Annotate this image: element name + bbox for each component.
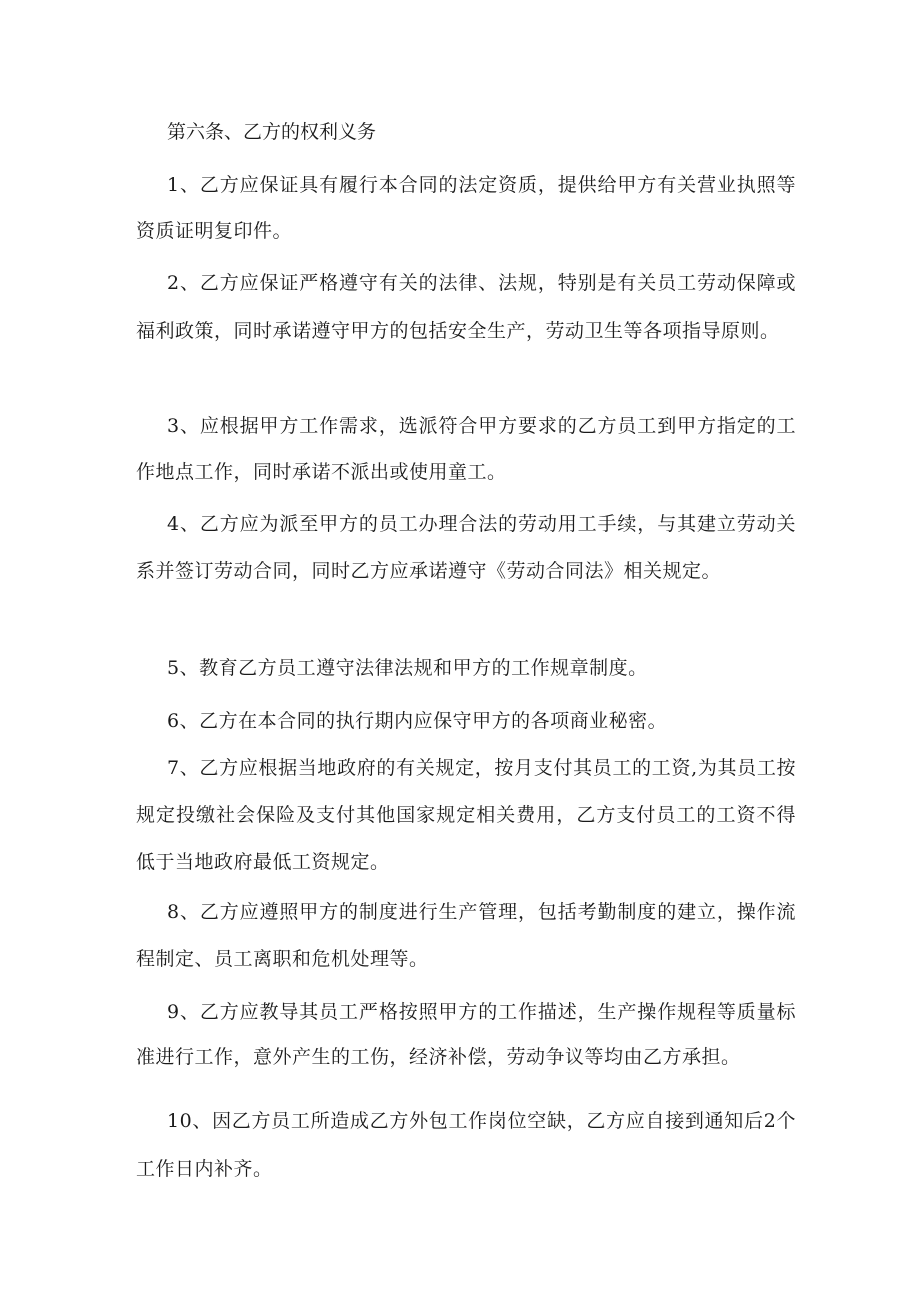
clause-paragraph-4: 4、乙方应为派至甲方的员工办理合法的劳动用工手续，与其建立劳动关系并签订劳动合同，同时乙方应承诺遵守《劳动合同法》相关规定。: [136, 513, 796, 582]
clause-paragraph-10: 10、因乙方员工所造成乙方外包工作岗位空缺，乙方应自接到通知后2个工作日内补齐。: [136, 1110, 796, 1180]
clause-paragraph-6: 6、乙方在本合同的执行期内应保守甲方的各项商业秘密。: [167, 710, 668, 732]
article-heading: 第六条、乙方的权利义务: [167, 121, 377, 143]
clause-paragraph-8: 8、乙方应遵照甲方的制度进行生产管理，包括考勤制度的建立，操作流程制定、员工离职和危机处理等。: [136, 901, 796, 970]
clause-paragraph-3: 3、应根据甲方工作需求，选派符合甲方要求的乙方员工到甲方指定的工作地点工作，同时承诺不派出或使用童工。: [136, 415, 796, 483]
clause-paragraph-2: 2、乙方应保证严格遵守有关的法律、法规，特别是有关员工劳动保障或福利政策，同时承诺遵守甲方的包括安全生产，劳动卫生等各项指导原则。: [136, 272, 796, 342]
clause-paragraph-9: 9、乙方应教导其员工严格按照甲方的工作描述，生产操作规程等质量标准进行工作，意外产生的工伤，经济补偿，劳动争议等均由乙方承担。: [136, 1001, 796, 1068]
clause-paragraph-7: 7、乙方应根据当地政府的有关规定，按月支付其员工的工资,为其员工按规定投缴社会保险及支付其他国家规定相关费用，乙方支付员工的工资不得低于当地政府最低工资规定。: [136, 757, 796, 873]
clause-paragraph-1: 1、乙方应保证具有履行本合同的法定资质，提供给甲方有关营业执照等资质证明复印件。: [136, 174, 796, 242]
clause-paragraph-5: 5、教育乙方员工遵守法律法规和甲方的工作规章制度。: [167, 657, 648, 679]
